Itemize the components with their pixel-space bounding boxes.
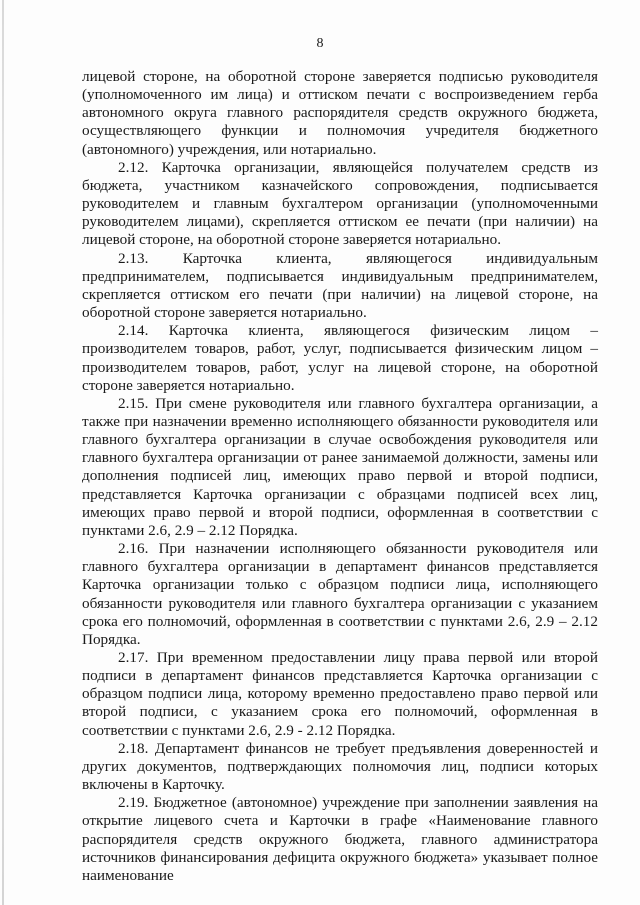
scan-edge <box>2 0 4 905</box>
paragraph-2-14: 2.14. Карточка клиента, являющегося физическим лицом – производителем товаров, работ, услуг, подписывается физическим лицом – производителем товаров, работ, услуг на лицевой стороне, на оборотной стороне заверяется нотариально. <box>82 322 598 394</box>
paragraph-2-19: 2.19. Бюджетное (автономное) учреждение при заполнении заявления на открытие лицевого счета и Карточки в графе «Наименование главного распорядителя средств окружного бюджета, главного администратора источников финансирования дефицита окружного бюджета» указывает полное наименование <box>82 794 598 884</box>
paragraph-2-17: 2.17. При временном предоставлении лицу права первой или второй подписи в департамент финансов представляется Карточка организации с образцом подписи лица, которому временно предоставлено право первой или второй подписи, с указанием срока его полномочий, оформленная в соответствии с пунктами 2.6, 2.9 - 2.12 Порядка. <box>82 649 598 739</box>
page-number: 8 <box>316 36 324 51</box>
paragraph-continuation: лицевой стороне, на оборотной стороне заверяется подписью руководителя (уполномоченного им лица) и оттиском печати с воспроизведением герба автономного округа главного распорядителя средств окружного бюджета, осуществляющего функции и полномочия учредителя бюджетного (автономного) учреждения, или нотариально. <box>82 68 598 158</box>
paragraph-2-18: 2.18. Департамент финансов не требует предъявления доверенностей и других документов, подтверждающих полномочия лиц, подписи которых включены в Карточку. <box>82 739 598 794</box>
paragraph-2-12: 2.12. Карточка организации, являющейся получателем средств из бюджета, участником казначейского сопровождения, подписывается руководителем и главным бухгалтером организации (уполномоченными руководителем лицами), скрепляется оттиском ее печати (при наличии) на лицевой стороне, на оборотной стороне заверяется нотариально. <box>82 158 598 249</box>
document-body <box>82 68 598 885</box>
paragraph-2-16: 2.16. При назначении исполняющего обязанности руководителя или главного бухгалтера организации в департамент финансов представляется Карточка организации только с образцом подписи лица, исполняющего обязанности руководителя или главного бухгалтера организации с указанием срока его полномочий, оформленная в соответствии с пунктами 2.6, 2.9 – 2.12 Порядка. <box>82 540 598 648</box>
paragraph-2-13: 2.13. Карточка клиента, являющегося индивидуальным предпринимателем, подписывается индивидуальным предпринимателем, скрепляется оттиском его печати (при наличии) на лицевой стороне, на оборотной стороне заверяется нотариально. <box>82 249 598 322</box>
paragraph-2-15: 2.15. При смене руководителя или главного бухгалтера организации, а также при назначении временно исполняющего обязанности руководителя или главного бухгалтера организации в случае освобождения руководителя или главного бухгалтера организации от ранее занимаемой должности, замены или дополнения подписей лиц, имеющих право первой и второй подписи, представляется Карточка организации с образцами подписей всех лиц, имеющих право первой и второй подписи, оформленная в соответствии с пунктами 2.6, 2.9 – 2.12 Порядка. <box>82 394 598 539</box>
